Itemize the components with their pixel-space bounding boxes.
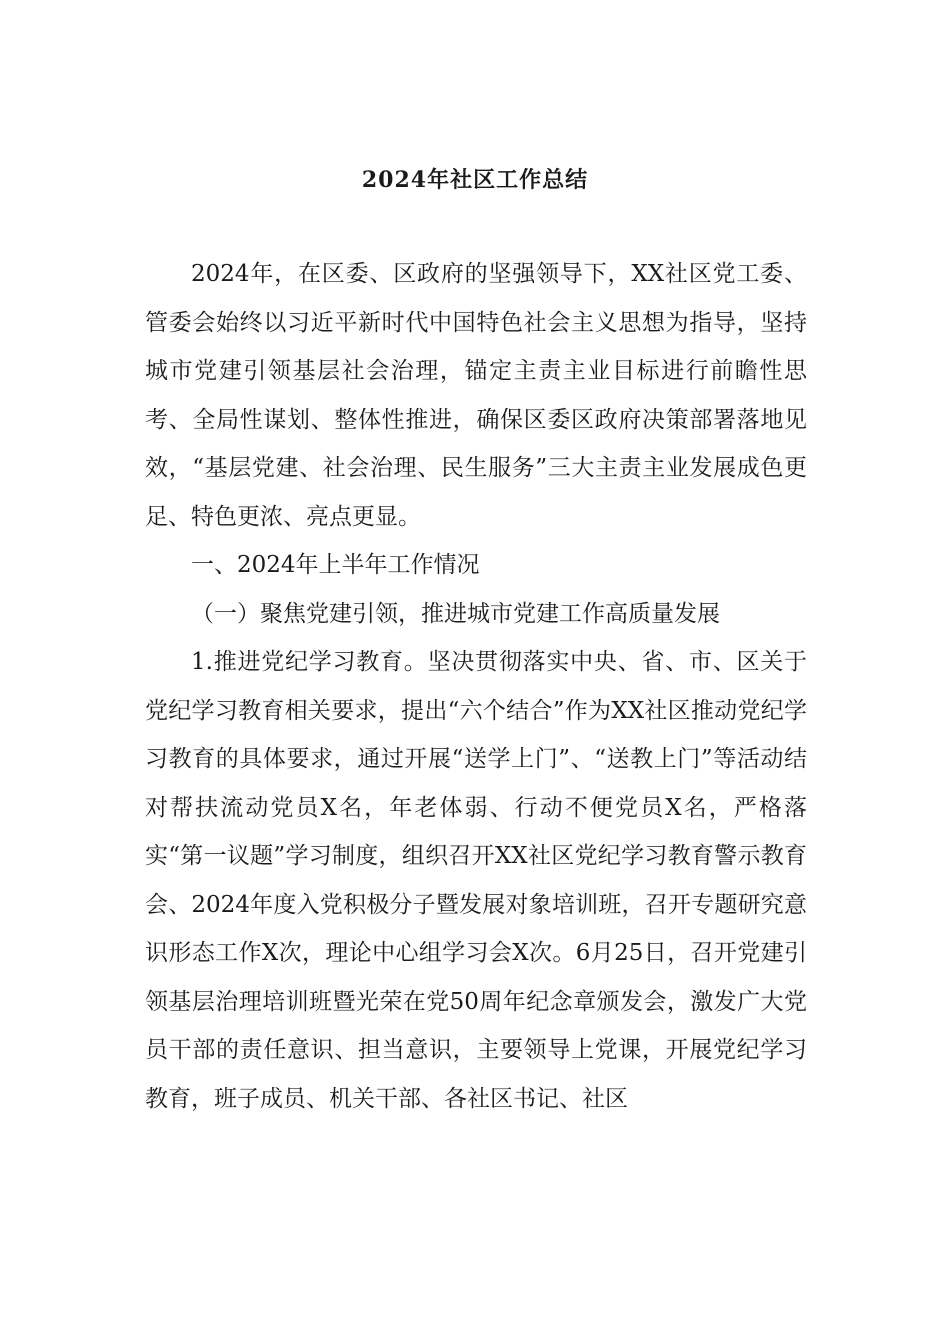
document-body (145, 250, 807, 1123)
intro-paragraph: 2024年，在区委、区政府的坚强领导下，XX社区党工委、管委会始终以习近平新时代中国特色社会主义思想为指导，坚持城市党建引领基层社会治理，锚定主责主业目标进行前瞻性思考、全局性谋划、整体性推进，确保区委区政府决策部署落地见效，“基层党建、社会治理、民生服务”三大主责主业发展成色更足、特色更浓、亮点更显。 (145, 261, 807, 530)
subsection-heading-1: （一）聚焦党建引领，推进城市党建工作高质量发展 (191, 600, 720, 627)
body-paragraph-1: 1.推进党纪学习教育。坚决贯彻落实中央、省、市、区关于党纪学习教育相关要求，提出“六个结合”作为XX社区推动党纪学习教育的具体要求，通过开展“送学上门”、“送教上门”等活动结对帮扶流动党员X名，年老体弱、行动不便党员X名，严格落实“第一议题”学习制度，组织召开XX社区党纪学习教育警示教育会、2024年度入党积极分子暨发展对象培训班，召开专题研究意识形态工作X次，理论中心组学习会X次。6月25日，召开党建引领基层治理培训班暨光荣在党50周年纪念章颁发会，激发广大党员干部的责任意识、担当意识，主要领导上党课，开展党纪学习教育，班子成员、机关干部、各社区书记、社区 (145, 649, 807, 1112)
section-heading-1: 一、2024年上半年工作情况 (191, 552, 480, 578)
document-title: 2024年社区工作总结 (361, 167, 589, 193)
